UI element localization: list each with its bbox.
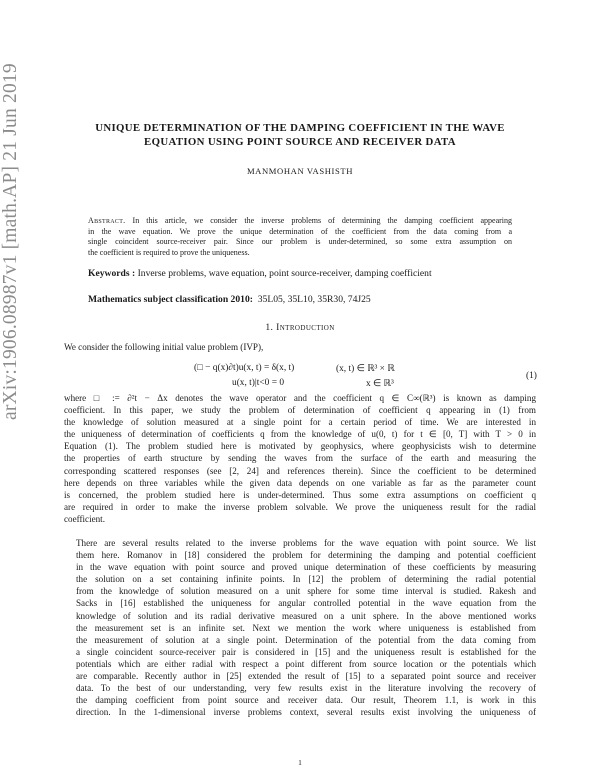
keywords-label: Keywords : — [88, 268, 136, 279]
paragraph-line: direction. In the 1-dimensional inverse problems context, several results exist involving the uniqueness of — [76, 707, 536, 718]
paragraph-line: potentials which are either radial with respect a point different from source location or the potentials which — [76, 658, 536, 669]
paper-title — [60, 121, 540, 149]
msc-classification — [88, 294, 528, 305]
abstract-label: Abstract. — [88, 216, 126, 225]
paragraph-line: in the wave equation with point source and proved unique determination of these coefficients by measuring — [76, 562, 536, 573]
paragraph-line: are comparable. Recently author in [25] extended the result of [15] to a separated point source and receiver — [76, 671, 536, 682]
paragraph-line: the properties of earth structure by sending the waves from the surface of the earth and measuring the — [64, 453, 536, 464]
abstract-line: Abstract. In this article, we consider the inverse problems of determining the damping coefficient appearing — [88, 216, 512, 225]
paragraph-line: data. To the best of our understanding, very few results exist in the literature involving the recovery of — [76, 683, 536, 694]
section-title: Introduction — [276, 322, 335, 333]
equation-number: (1) — [526, 371, 537, 381]
paragraph-line: the solution on a set containing infinite points. In [12] the problem of determining the radial potential — [76, 574, 536, 585]
paragraph-line: is concerned, the problem studied here is under-determined. Thus some extra assumptions on coefficient q — [64, 489, 536, 500]
title-line-1: UNIQUE DETERMINATION OF THE DAMPING COEFFICIENT IN THE WAVE — [95, 122, 505, 134]
paragraph-line: corresponding scattered responses (see [2, 24] and references therein). Since the coefficient to be determined — [64, 465, 536, 476]
equation-line-2-rhs: x ∈ ℝ³ — [366, 379, 394, 389]
arxiv-identifier: arXiv:1906.08987v1 [math.AP] 21 Jun 2019 — [0, 63, 21, 420]
paragraph-line: Sacks in [16] established the uniqueness for angular controlled potential in the wave equation from the — [76, 598, 536, 609]
abstract — [88, 216, 512, 258]
paragraph-line: the damping coefficient from point source and receiver data. Our result, Theorem 1.1, is work in this — [76, 695, 536, 706]
paragraph-1 — [64, 392, 536, 525]
abstract-line: the coefficient is required to prove the uniqueness. — [88, 247, 250, 257]
paragraph-line: coefficient. In this paper, we study the problem of determination of coefficient q appearing in (1) from — [64, 405, 536, 416]
equation-line-2-lhs: u(x, t)|t<0 = 0 — [232, 378, 285, 388]
equation-line-1-lhs: (□ − q(x)∂t)u(x, t) = δ(x, t) — [194, 363, 295, 373]
page-number: 1 — [298, 758, 302, 767]
abstract-line: single coincident source-receiver pair. Since our problem is under-determined, so some extra assumption on — [88, 237, 512, 247]
paragraph-line: the uniqueness of determination of coefficients q from the knowledge of u(0, t) for t ∈ [0, T] with T > 0 in — [64, 429, 536, 440]
abstract-line: in the wave equation. We prove the unique determination of the coefficient from the data coming from a — [88, 226, 512, 236]
paragraph-line: here depends on three variables while the given data depends on one variable as far as the parameter count — [64, 477, 536, 488]
author-name: MANMOHAN VASHISTH — [246, 166, 354, 176]
msc-label: Mathematics subject classification 2010: — [88, 294, 253, 305]
title-line-2: EQUATION USING POINT SOURCE AND RECEIVER DATA — [144, 136, 456, 148]
paragraph-line: them here. Romanov in [18] considered the problem for determining the damping and potential coefficient — [76, 550, 536, 561]
section-heading — [60, 322, 540, 333]
intro-line: We consider the following initial value problem (IVP), — [64, 342, 264, 352]
msc-text: 35L05, 35L10, 35R30, 74J25 — [257, 294, 371, 305]
paragraph-line: where □ := ∂²t − Δx denotes the wave operator and the coefficient q ∈ C∞(ℝ³) is known as damping — [64, 393, 536, 403]
paragraph-line: a single coincident source-receiver pair is considered in [15] and the uniqueness result is established for the — [76, 646, 536, 657]
paragraph-2 — [64, 537, 536, 718]
paragraph-line: the knowledge of solution measured at a single point for a certain period of time. We are interested in — [64, 417, 536, 428]
section-number: 1. — [265, 322, 274, 333]
keywords — [88, 268, 528, 279]
paragraph-line: the measurement of solution at a single point. Determination of the potential from the data coming from — [76, 634, 536, 645]
paragraph-line: There are several results related to the inverse problems for the wave equation with point source. We list — [76, 538, 536, 548]
paragraph-line: Equation (1). The problem studied here is motivated by geophysics, where geophysicists wish to determine — [64, 441, 536, 452]
paragraph-line: coefficient. — [64, 513, 105, 524]
keywords-text: Inverse problems, wave equation, point source-receiver, damping coefficient — [137, 268, 432, 279]
paragraph-line: are required in order to make the inverse problem solvable. We prove the uniqueness result for the radial — [64, 501, 536, 512]
equation-line-1-rhs: (x, t) ∈ ℝ³ × ℝ — [336, 364, 395, 374]
paragraph-line: knowledge of solution and its radial derivative measured on a unit sphere. In the above mentioned works — [76, 610, 536, 621]
paragraph-line: from the knowledge of solution measured on a unit sphere for some time interval is studied. Rakesh and — [76, 586, 536, 597]
paragraph-line: the measurement set is an infinite set. Next we mention the work where uniqueness is established from — [76, 622, 536, 633]
